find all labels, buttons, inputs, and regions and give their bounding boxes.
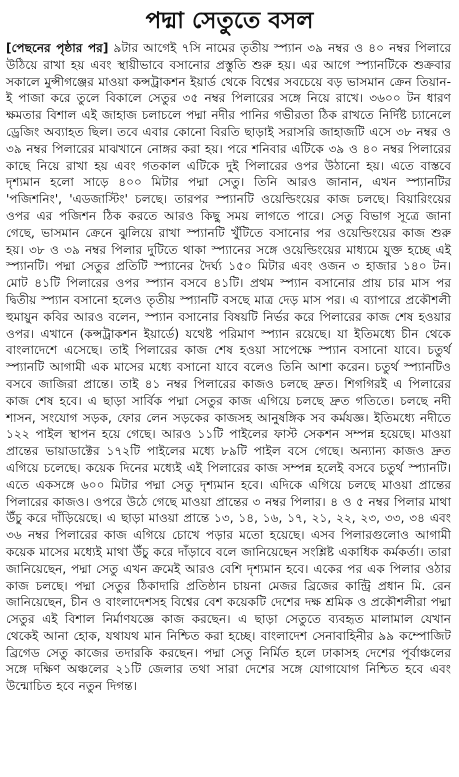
article-headline: পদ্মা সেতুতে বসল <box>145 7 314 34</box>
article-text: ৯টার আগেই ৭সি নামের তৃতীয় স্প্যান ৩৯ নম্বর ও ৪০ নম্বর পিলারে উঠিয়ে রাখা হয় এবং স্থায়ীভাবে বসানোর প্রস্তুতি শুরু হয়। এর আগে স্প্যানটিকে শুক্রবার সকালে মুন্সীগঞ্জের মাওয়া কন্সট্রাকশন ইয়ার্ড থেকে বিশ্বের সবচেয়ে বড় ভাসমান ক্রেন তিয়ান-ই পাজা করে তুলে বিকালে সেতুর ৩৫ নম্বর পিলারের সঙ্গে নিয়ে রাখে। ৩৬০০ টন ধারণ ক্ষমতার বিশাল এই জাহাজ চলাচলে পদ্মা নদীর পানির গভীরতা ঠিক রাখতে নির্দিষ্ট চ্যানেলে ড্রেজিং অব্যাহত ছিল। তবে এবার কোনো বিরতি ছাড়াই সরাসরি জাহাজটি এসে ৩৮ নম্বর ও ৩৯ নম্বর পিলারের মাঝখানে নোঙ্গর করা হয়। পরে শনিবার এটিকে ৩৯ ও ৪০ নম্বর পিলারের কাছে নিয়ে রাখা হয় এবং গতকাল এটিকে দুই পিলারের ওপর উঠানো হয়। এতে বাস্তবে দৃশ্যমান হলো সাড়ে ৪০০ মিটার পদ্মা সেতু। তিনি আরও জানান, এখন স্প্যানটির 'পজিশনিং', 'এডজাস্টিং' চলছে। তারপর স্প্যানটি ওয়েল্ডিংয়ের কাজ চলছে। বিয়ারিংয়ের ওপর এর পজিশন ঠিক করতে আরও কিছু সময় লাগতে পারে। সেতু বিভাগ সূত্রে জানা গেছে, ভাসমান ক্রেনে ঝুলিয়ে রাখা স্প্যানটি খুঁটিতে বসানোর পর ওয়েল্ডিংয়ের কাজ শুরু হয়। ৩৮ ও ৩৯ নম্বর পিলার দুটিতে থাকা স্প্যানের সঙ্গে ওয়েল্ডিংয়ের মাধ্যমে যুক্ত হচ্ছে এই স্প্যানটি। পদ্মা সেতুর প্রতিটি স্প্যানের দৈর্ঘ্য ১৫০ মিটার এবং ওজন ৩ হাজার ১৪০ টন। মোট ৪১টি পিলারের ওপর স্প্যান বসবে ৪১টি। প্রথম স্প্যান বসানোর প্রায় চার মাস পর দ্বিতীয় স্প্যান বসানো হলেও তৃতীয় স্প্যানটি বসছে মাত্র দেড় মাস পর। এ ব্যাপারে প্রকৌশলী হুমায়ুন কবির আরও বলেন, স্প্যান বসানোর বিষয়টি নির্ভর করে পিলারের কাজ শেষ হওয়ার ওপর। এখানে (কন্সট্রাকশন ইয়ার্ডে) যথেষ্ট পরিমাণ স্প্যান রয়েছে। যা ইতিমধ্যে চীন থেকে বাংলাদেশে এসেছে। তাই পিলারের কাজ শেষ হওয়া সাপেক্ষে স্প্যান বসানো যাবে। চতুর্থ স্প্যানটি আগামী এক মাসের মধ্যে বসানো যাবে বলেও তিনি আশা করেন। চতুর্থ স্প্যানটিও বসবে জাজিরা প্রান্তে। তাই ৪১ নম্বর পিলারের কাজও চলছে দ্রুত। শিগগিরই এ পিলারের কাজ শেষ হবে। এ ছাড়া সার্বিক পদ্মা সেতুর কাজ এগিয়ে চলছে দ্রুত গতিতে। চলছে নদী শাসন, সংযোগ সড়ক, ফোর লেন সড়কের কাজসহ আনুষঙ্গিক সব কর্মযজ্ঞ। ইতিমধ্যে নদীতে ১২২ পাইল স্থাপন হয়ে গেছে। আরও ১১টি পাইলের ফাস্ট সেকশন সম্পন্ন হয়েছে। মাওয়া প্রান্তের ভায়াডাক্টের ১৭২টি পাইলের মধ্যে ৮৯টি পাইল বসে গেছে। অন্যান্য কাজও দ্রুত এগিয়ে চলেছে। কয়েক দিনের মধ্যেই এই পিলারের কাজ সম্পন্ন হলেই বসবে চতুর্থ স্প্যানটি। এতে একসঙ্গে ৬০০ মিটার পদ্মা সেতু দৃশ্যমান হবে। এদিকে এগিয়ে চলছে মাওয়া প্রান্তের পিলারের কাজও। ওপরে উঠে গেছে মাওয়া প্রান্তের ৩ নম্বর পিলার। ৪ ও ৫ নম্বর পিলার মাথা উঁচু করে দাঁড়িয়েছে। এ ছাড়া মাওয়া প্রান্তে ১৩, ১৪, ১৬, ১৭, ২১, ২২, ২৩, ৩৩, ৩৪ এবং ৩৬ নম্বর পিলারের কাজ এগিয়ে চোখে পড়ার মতো হয়েছে। এসব পিলারগুলোও আগামী কয়েক মাসের মধ্যেই মাথা উঁচু করে দাঁড়াবে বলে জানিয়েছেন সংশ্লিষ্ট একাধিক কর্মকর্তা। তারা জানিয়েছেন, পদ্মা সেতু এখন ক্রমেই আরও বেশি দৃশ্যমান হবে। একের পর এক পিলার ওঠার কাজ চলছে। পদ্মা সেতুর ঠিকাদারি প্রতিষ্ঠান চায়না মেজর ব্রিজের কান্ট্রি প্রধান মি. রেন জানিয়েছেন, চীন ও বাংলাদেশসহ বিশ্বের বেশ কয়েকটি দেশের দক্ষ শ্রমিক ও প্রকৌশলীরা পদ্মা সেতুর এই বিশাল নির্মাণযজ্ঞে কাজ করছেন। এ ছাড়া সেতুতে ব্যবহৃত মালামাল যেখান থেকেই আনা হোক, যথাযথ মান নিশ্চিত করা হচ্ছে। বাংলাদেশ সেনাবাহিনীর ৯৯ কম্পোজিট ব্রিগেড সেতু কাজের তদারকি করছেন। পদ্মা সেতু নির্মিত হলে ঢাকাসহ দেশের পূর্বাঞ্চলের সঙ্গে দক্ষিণ অঞ্চলের ২১টি জেলার তথা সারা দেশের সঙ্গে যোগাযোগ নিশ্চিত হবে এবং উন্মোচিত হবে নতুন দিগন্ত। <box>6 41 451 694</box>
article-body <box>0 40 459 695</box>
continuation-tag: [পেছনের পৃষ্ঠার পর] <box>6 41 109 55</box>
